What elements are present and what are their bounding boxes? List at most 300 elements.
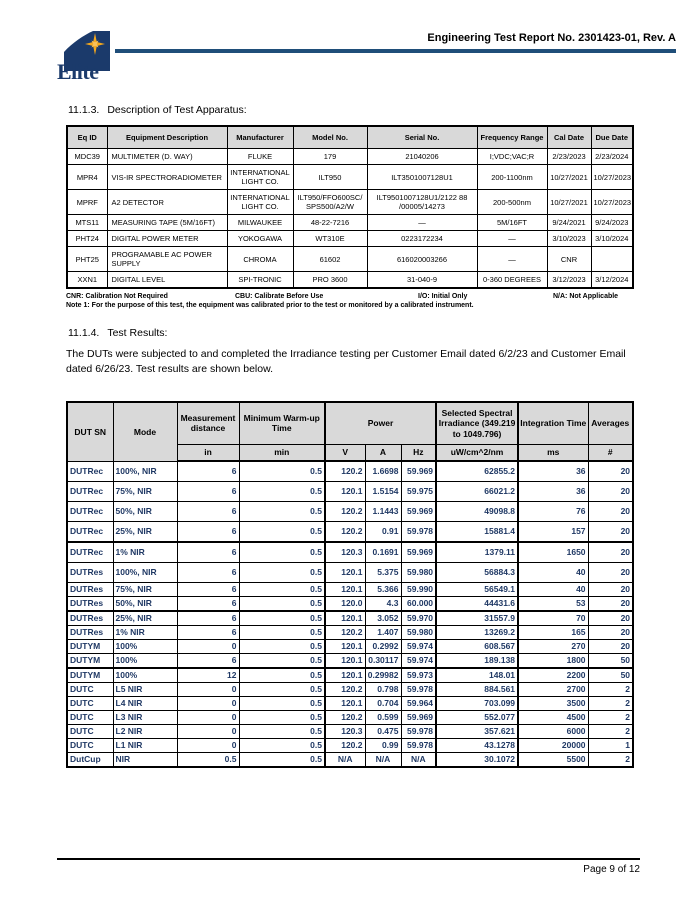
table-cell: 1800 (518, 654, 588, 669)
table-cell: 4500 (518, 711, 588, 725)
table-cell: 1.407 (365, 626, 401, 640)
result-row (67, 711, 633, 725)
table-cell: 75%, NIR (113, 583, 177, 597)
table-cell: DUTC (67, 683, 113, 697)
section-number: 11.1.3. (68, 104, 100, 116)
page-number: Page 9 of 12 (583, 864, 640, 875)
table-cell: 0 (177, 725, 239, 739)
table-cell: 120.2 (325, 626, 365, 640)
table-cell: 703.099 (436, 697, 518, 711)
table-cell: DUTRes (67, 563, 113, 583)
table-cell: 20 (588, 626, 633, 640)
section-number: 11.1.4. (68, 327, 100, 339)
table-cell: 0.91 (365, 522, 401, 543)
table-cell: 0.5 (239, 668, 325, 683)
result-row (67, 654, 633, 669)
table-cell: WT310E (293, 231, 367, 247)
table-cell: 6 (177, 502, 239, 522)
table-cell: 0.5 (239, 640, 325, 654)
table-cell: 0.5 (239, 502, 325, 522)
table-cell: 31557.9 (436, 611, 518, 626)
legend-io: I/O: Initial Only (418, 293, 468, 300)
table-cell: 100% (113, 640, 177, 654)
table-cell: 0.5 (239, 461, 325, 482)
table-cell: 0.798 (365, 683, 401, 697)
table-cell: 59.969 (401, 461, 436, 482)
apparatus-row (67, 215, 633, 231)
table-cell: 0.475 (365, 725, 401, 739)
table-cell: 100%, NIR (113, 461, 177, 482)
table-cell: 59.970 (401, 611, 436, 626)
table-cell: YOKOGAWA (227, 231, 293, 247)
col-header-model-no: Model No. (293, 126, 367, 149)
unit-hz: Hz (401, 444, 436, 461)
table-cell: 56549.1 (436, 583, 518, 597)
result-row (67, 668, 633, 683)
table-cell: 36 (518, 461, 588, 482)
table-cell: L3 NIR (113, 711, 177, 725)
table-cell: 100% (113, 654, 177, 669)
table-cell: PHT24 (67, 231, 107, 247)
table-cell: MPR4 (67, 165, 107, 190)
table-cell: 59.964 (401, 697, 436, 711)
table-cell: 0 (177, 739, 239, 753)
table-cell: DUTRec (67, 502, 113, 522)
table-cell: 157 (518, 522, 588, 543)
table-cell: 200-500nm (477, 190, 547, 215)
table-cell: 120.0 (325, 597, 365, 612)
section-heading-apparatus (68, 104, 632, 116)
table-cell: 3.052 (365, 611, 401, 626)
table-cell: 0.5 (239, 611, 325, 626)
table-cell: FLUKE (227, 149, 293, 165)
table-cell: 15881.4 (436, 522, 518, 543)
table-cell: 6 (177, 597, 239, 612)
table-cell: 59.980 (401, 626, 436, 640)
table-cell: 0.5 (239, 482, 325, 502)
table-cell: 1.5154 (365, 482, 401, 502)
table-cell: 3/10/2024 (591, 231, 633, 247)
apparatus-row (67, 272, 633, 289)
table-cell: 59.980 (401, 563, 436, 583)
table-cell: 120.2 (325, 461, 365, 482)
table-cell: 120.1 (325, 697, 365, 711)
table-cell: 75%, NIR (113, 482, 177, 502)
table-cell: 59.969 (401, 502, 436, 522)
table-cell: — (477, 231, 547, 247)
table-cell: 0.5 (239, 542, 325, 563)
table-cell: 59.975 (401, 482, 436, 502)
results-table (66, 401, 634, 768)
table-cell: DUTYM (67, 668, 113, 683)
table-cell: L5 NIR (113, 683, 177, 697)
table-cell: 1% NIR (113, 542, 177, 563)
unit-min: min (239, 444, 325, 461)
content-column (66, 104, 632, 768)
table-cell: DUTRec (67, 482, 113, 502)
col-header-manufacturer: Manufacturer (227, 126, 293, 149)
table-cell: 59.969 (401, 542, 436, 563)
table-cell: 120.1 (325, 482, 365, 502)
table-cell: 0.5 (239, 725, 325, 739)
table-cell: INTERNATIONAL LIGHT CO. (227, 165, 293, 190)
table-cell: N/A (401, 753, 436, 768)
table-cell: 13269.2 (436, 626, 518, 640)
table-cell: 120.1 (325, 640, 365, 654)
result-row (67, 626, 633, 640)
table-cell: 10/27/2023 (591, 165, 633, 190)
result-row (67, 522, 633, 543)
table-cell: 10/27/2023 (591, 190, 633, 215)
table-cell: 66021.2 (436, 482, 518, 502)
table-cell: DUTRes (67, 626, 113, 640)
table-cell: 56884.3 (436, 563, 518, 583)
table-cell: 70 (518, 611, 588, 626)
result-row (67, 502, 633, 522)
table-cell: 20 (588, 522, 633, 543)
table-cell: 0 (177, 683, 239, 697)
table-cell: 25%, NIR (113, 522, 177, 543)
result-row (67, 739, 633, 753)
table-cell: MILWAUKEE (227, 215, 293, 231)
table-cell: MULTIMETER (D. WAY) (107, 149, 227, 165)
calibration-legend (66, 293, 632, 300)
table-cell: 6 (177, 611, 239, 626)
report-title: Engineering Test Report No. 2301423-01, Rev. A (427, 32, 676, 44)
result-row (67, 697, 633, 711)
result-row (67, 482, 633, 502)
table-cell: I;VDC;VAC;R (477, 149, 547, 165)
table-cell: ILT950/FFO600SC/ SPS500/A2/W (293, 190, 367, 215)
table-cell: DUTYM (67, 640, 113, 654)
table-cell: ILT3501007128U1 (367, 165, 477, 190)
table-cell: 1379.11 (436, 542, 518, 563)
table-cell: 0.2992 (365, 640, 401, 654)
table-cell: 31-040-9 (367, 272, 477, 289)
apparatus-table (66, 125, 634, 289)
col-header-power: Power (325, 402, 436, 444)
table-cell: — (477, 247, 547, 272)
table-cell: 50 (588, 654, 633, 669)
table-cell: 20000 (518, 739, 588, 753)
table-cell: 100%, NIR (113, 563, 177, 583)
table-cell: 608.567 (436, 640, 518, 654)
table-cell: DUTRes (67, 583, 113, 597)
table-cell: 20 (588, 502, 633, 522)
table-cell: DUTC (67, 725, 113, 739)
table-cell: 100% (113, 668, 177, 683)
table-cell: PROGRAMABLE AC POWER SUPPLY (107, 247, 227, 272)
table-cell: 2 (588, 683, 633, 697)
table-cell: 357.621 (436, 725, 518, 739)
table-cell: 0.5 (239, 739, 325, 753)
table-cell: MTS11 (67, 215, 107, 231)
table-cell: 3/12/2023 (547, 272, 591, 289)
apparatus-row (67, 149, 633, 165)
table-cell: 120.1 (325, 583, 365, 597)
table-cell: DUTRes (67, 597, 113, 612)
table-cell: 120.2 (325, 683, 365, 697)
table-cell: VIS-IR SPECTRORADIOMETER (107, 165, 227, 190)
legend-cbu: CBU: Calibrate Before Use (235, 293, 324, 300)
table-cell: L2 NIR (113, 725, 177, 739)
table-cell: 20 (588, 461, 633, 482)
table-cell: 120.2 (325, 522, 365, 543)
table-cell: A2 DETECTOR (107, 190, 227, 215)
table-cell: 60.000 (401, 597, 436, 612)
col-header-spectral-irradiance: Selected Spectral Irradiance (349.219 to 1049.796) (436, 402, 518, 444)
result-row (67, 563, 633, 583)
unit-ms: ms (518, 444, 588, 461)
table-cell: 1.6698 (365, 461, 401, 482)
table-cell: 120.1 (325, 563, 365, 583)
table-cell: 0.5 (239, 563, 325, 583)
table-cell: 6 (177, 522, 239, 543)
table-cell: CHROMA (227, 247, 293, 272)
result-row (67, 542, 633, 563)
table-cell: 6 (177, 626, 239, 640)
table-cell: 0.5 (239, 597, 325, 612)
result-row (67, 683, 633, 697)
apparatus-row (67, 165, 633, 190)
table-cell: 5.366 (365, 583, 401, 597)
table-cell: 0 (177, 640, 239, 654)
table-cell: XXN1 (67, 272, 107, 289)
table-cell: DUTYM (67, 654, 113, 669)
table-cell: 0.30117 (365, 654, 401, 669)
table-cell: 120.3 (325, 542, 365, 563)
table-cell: 59.974 (401, 654, 436, 669)
apparatus-row (67, 190, 633, 215)
col-header-averages: Averages (588, 402, 633, 444)
table-cell: 120.1 (325, 668, 365, 683)
table-cell: 59.978 (401, 739, 436, 753)
table-cell: 48-22-7216 (293, 215, 367, 231)
table-cell: — (367, 215, 477, 231)
table-cell: 0.599 (365, 711, 401, 725)
table-cell: 3500 (518, 697, 588, 711)
table-cell: 20 (588, 640, 633, 654)
table-cell: 50%, NIR (113, 597, 177, 612)
table-cell: 120.2 (325, 739, 365, 753)
table-cell: 59.990 (401, 583, 436, 597)
result-row (67, 597, 633, 612)
logo-text: Elite (57, 59, 99, 84)
header-rule (115, 49, 676, 53)
table-cell: L1 NIR (113, 739, 177, 753)
table-cell: PHT25 (67, 247, 107, 272)
result-row (67, 461, 633, 482)
table-cell: ILT9501007128U1/2122 88 /00005/14273 (367, 190, 477, 215)
table-cell: N/A (325, 753, 365, 768)
table-cell: 179 (293, 149, 367, 165)
table-cell: 165 (518, 626, 588, 640)
unit-count: # (588, 444, 633, 461)
table-cell: 49098.8 (436, 502, 518, 522)
table-cell: 6 (177, 583, 239, 597)
table-cell: DutCup (67, 753, 113, 768)
table-cell: 120.1 (325, 654, 365, 669)
table-cell: 62855.2 (436, 461, 518, 482)
result-row (67, 725, 633, 739)
table-cell: DUTRec (67, 522, 113, 543)
section-title: Description of Test Apparatus: (107, 104, 247, 116)
table-cell: 9/24/2023 (591, 215, 633, 231)
table-cell: 0.5 (239, 522, 325, 543)
table-cell: 0.29982 (365, 668, 401, 683)
table-cell: 0.5 (239, 626, 325, 640)
table-cell: 76 (518, 502, 588, 522)
table-cell: 1% NIR (113, 626, 177, 640)
table-cell: 0.5 (177, 753, 239, 768)
col-header-serial-no: Serial No. (367, 126, 477, 149)
table-cell: 0.5 (239, 654, 325, 669)
table-cell: 120.1 (325, 611, 365, 626)
result-row (67, 583, 633, 597)
table-cell: 5500 (518, 753, 588, 768)
table-cell: MPRF (67, 190, 107, 215)
table-cell: 6 (177, 461, 239, 482)
table-cell: 0.1691 (365, 542, 401, 563)
table-cell: 40 (518, 583, 588, 597)
table-cell: L4 NIR (113, 697, 177, 711)
table-cell: INTERNATIONAL LIGHT CO. (227, 190, 293, 215)
unit-in: in (177, 444, 239, 461)
col-header-warmup-time: Minimum Warm-up Time (239, 402, 325, 444)
table-cell: DIGITAL POWER METER (107, 231, 227, 247)
table-cell: 120.2 (325, 502, 365, 522)
table-cell: 20 (588, 597, 633, 612)
table-cell: 1 (588, 739, 633, 753)
col-header-integration-time: Integration Time (518, 402, 588, 444)
table-cell: 3/10/2023 (547, 231, 591, 247)
col-header-frequency-range: Frequency Range (477, 126, 547, 149)
footer-rule (57, 858, 640, 860)
apparatus-header-row (67, 126, 633, 149)
table-cell: 0.5 (239, 683, 325, 697)
table-cell: 4.3 (365, 597, 401, 612)
table-cell: 6 (177, 482, 239, 502)
table-cell: 2/23/2024 (591, 149, 633, 165)
table-cell: MDC39 (67, 149, 107, 165)
table-cell: 20 (588, 542, 633, 563)
legend-na: N/A: Not Applicable (553, 293, 619, 300)
col-header-dut-sn: DUT SN (67, 402, 113, 461)
table-cell: 2 (588, 711, 633, 725)
table-cell: DUTRec (67, 461, 113, 482)
result-row (67, 753, 633, 768)
table-cell: 10/27/2021 (547, 190, 591, 215)
result-row (67, 611, 633, 626)
table-cell: 43.1278 (436, 739, 518, 753)
section-title: Test Results: (107, 327, 168, 339)
table-cell: 25%, NIR (113, 611, 177, 626)
table-cell: 9/24/2021 (547, 215, 591, 231)
unit-amps: A (365, 444, 401, 461)
table-cell: 6 (177, 542, 239, 563)
table-cell: 2/23/2023 (547, 149, 591, 165)
table-cell: 0.99 (365, 739, 401, 753)
table-cell: 189.138 (436, 654, 518, 669)
table-cell: 59.978 (401, 522, 436, 543)
table-cell: NIR (113, 753, 177, 768)
table-cell: 0.5 (239, 583, 325, 597)
unit-volts: V (325, 444, 365, 461)
col-header-mode: Mode (113, 402, 177, 461)
table-cell: 148.01 (436, 668, 518, 683)
table-cell (591, 247, 633, 272)
table-cell: 270 (518, 640, 588, 654)
table-cell: 59.973 (401, 668, 436, 683)
table-cell: DIGITAL LEVEL (107, 272, 227, 289)
table-cell: 50%, NIR (113, 502, 177, 522)
table-cell: 59.978 (401, 725, 436, 739)
table-cell: DUTC (67, 711, 113, 725)
unit-irradiance: uW/cm^2/nm (436, 444, 518, 461)
table-cell: 0 (177, 711, 239, 725)
table-cell: 1.1443 (365, 502, 401, 522)
table-cell: 200-1100nm (477, 165, 547, 190)
table-cell: 59.969 (401, 711, 436, 725)
table-cell: 3/12/2024 (591, 272, 633, 289)
table-cell: 5.375 (365, 563, 401, 583)
table-cell: 0223172234 (367, 231, 477, 247)
table-cell: SPI-TRONIC (227, 272, 293, 289)
legend-cnr: CNR: Calibration Not Required (66, 293, 168, 300)
table-cell: 2 (588, 725, 633, 739)
table-cell: DUTC (67, 697, 113, 711)
table-cell: 44431.6 (436, 597, 518, 612)
apparatus-row (67, 247, 633, 272)
table-cell: 552.077 (436, 711, 518, 725)
table-cell: 0-360 DEGREES (477, 272, 547, 289)
col-header-eq-id: Eq ID (67, 126, 107, 149)
apparatus-row (67, 231, 633, 247)
results-header-row (67, 402, 633, 444)
col-header-due-date: Due Date (591, 126, 633, 149)
table-cell: 0.5 (239, 697, 325, 711)
table-cell: 59.974 (401, 640, 436, 654)
table-cell: DUTC (67, 739, 113, 753)
table-cell: 6000 (518, 725, 588, 739)
result-row (67, 640, 633, 654)
table-cell: 20 (588, 583, 633, 597)
table-cell: 36 (518, 482, 588, 502)
section-heading-results (68, 327, 632, 339)
table-cell: 50 (588, 668, 633, 683)
table-cell: 20 (588, 611, 633, 626)
table-cell: 21040206 (367, 149, 477, 165)
col-header-equipment-description: Equipment Description (107, 126, 227, 149)
table-cell: 59.978 (401, 683, 436, 697)
table-cell: MEASURING TAPE (5M/16FT) (107, 215, 227, 231)
table-cell: ILT950 (293, 165, 367, 190)
table-cell: 6 (177, 654, 239, 669)
col-header-cal-date: Cal Date (547, 126, 591, 149)
table-cell: 61602 (293, 247, 367, 272)
table-cell: 20 (588, 563, 633, 583)
table-cell: 0 (177, 697, 239, 711)
table-cell: DUTRec (67, 542, 113, 563)
table-cell: DUTRes (67, 611, 113, 626)
table-cell: CNR (547, 247, 591, 272)
table-cell: 53 (518, 597, 588, 612)
col-header-measurement-distance: Measurement distance (177, 402, 239, 444)
table-cell: 2 (588, 697, 633, 711)
table-cell: 1650 (518, 542, 588, 563)
results-paragraph: The DUTs were subjected to and completed the Irradiance testing per Customer Email dated 6/2/23 and Customer Email dated 6/26/23. Test results are shown below. (66, 348, 626, 375)
table-cell: 10/27/2021 (547, 165, 591, 190)
